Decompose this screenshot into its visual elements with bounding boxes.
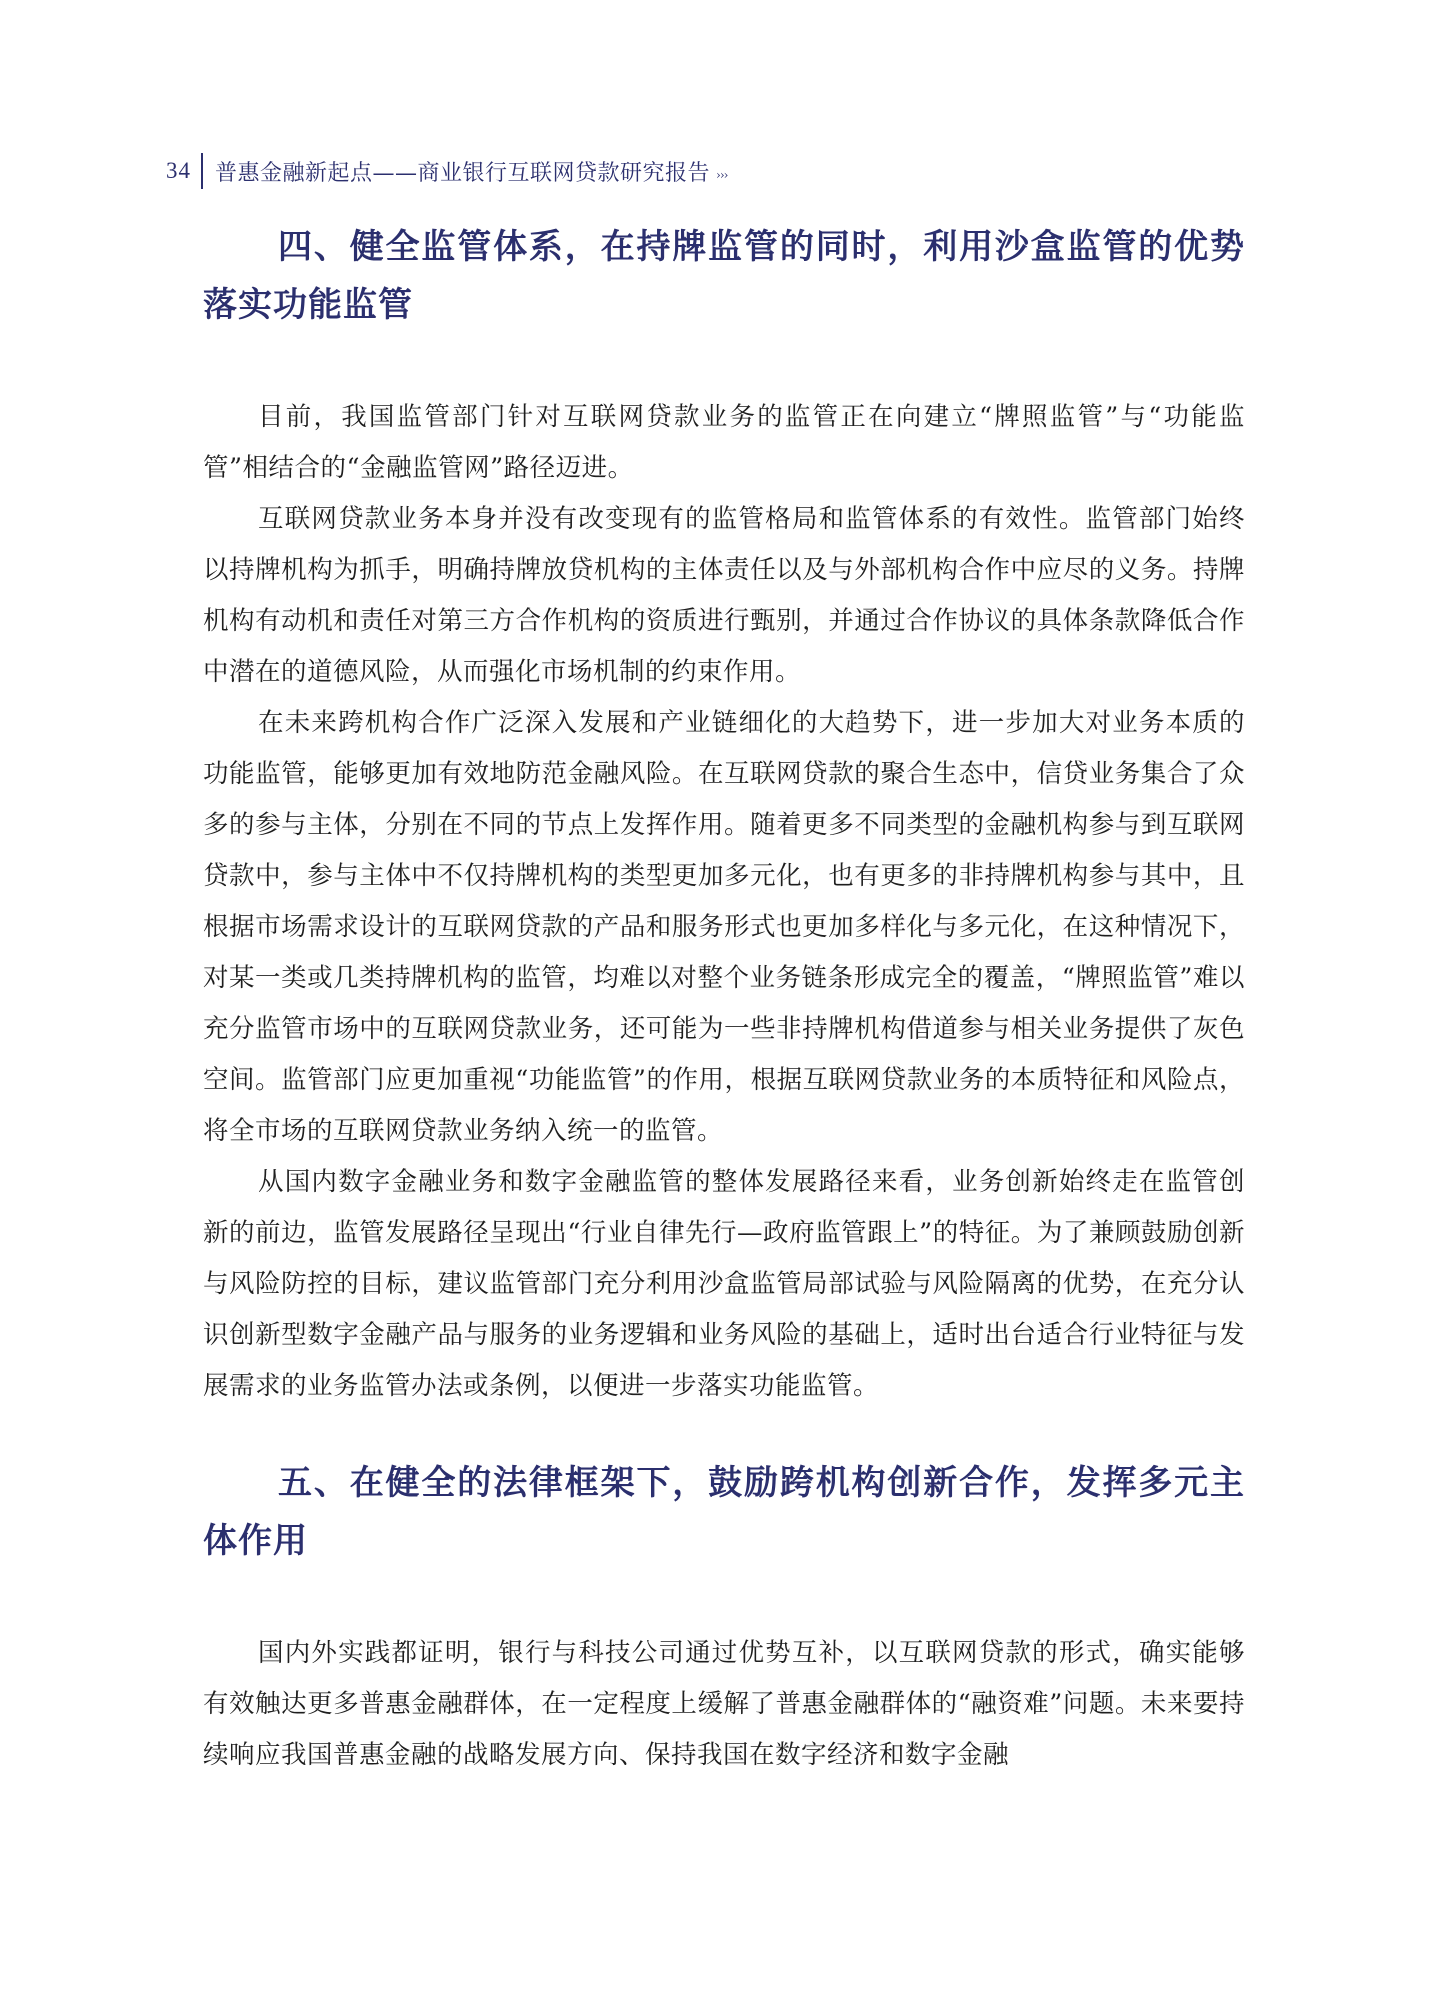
body-paragraph: 从国内数字金融业务和数字金融监管的整体发展路径来看，业务创新始终走在监管创新的前边，监管发展路径呈现出“行业自律先行—政府监管跟上”的特征。为了兼顾鼓励创新与风险防控的目标，建议监管部门充分利用沙盒监管局部试验与风险隔离的优势，在充分认识创新型数字金融产品与服务的业务逻辑和业务风险的基础上，适时出台适合行业特征与发展需求的业务监管办法或条例，以便进一步落实功能监管。: [203, 1167, 1245, 1401]
body-paragraph: 互联网贷款业务本身并没有改变现有的监管格局和监管体系的有效性。监管部门始终以持牌机构为抓手，明确持牌放贷机构的主体责任以及与外部机构合作中应尽的义务。持牌机构有动机和责任对第三方合作机构的资质进行甄别，并通过合作协议的具体条款降低合作中潜在的道德风险，从而强化市场机制的约束作用。: [203, 504, 1245, 687]
header-divider: [201, 153, 203, 189]
body-paragraph: 目前，我国监管部门针对互联网贷款业务的监管正在向建立“牌照监管”与“功能监管”相结合的“金融监管网”路径迈进。: [203, 402, 1245, 483]
section-heading-5: 五、在健全的法律框架下，鼓励跨机构创新合作，发挥多元主体作用: [203, 1463, 1245, 1561]
page-content: [203, 218, 1245, 1781]
spacer: [203, 1412, 1245, 1454]
running-title: 普惠金融新起点——商业银行互联网贷款研究报告: [215, 160, 711, 186]
running-header: [166, 151, 727, 191]
section-heading-4: 四、健全监管体系，在持牌监管的同时，利用沙盒监管的优势落实功能监管: [203, 227, 1245, 325]
spacer: [203, 1570, 1245, 1628]
chevron-right-icon: ›››: [716, 168, 728, 182]
page-number: 34: [166, 158, 191, 183]
body-paragraph: 国内外实践都证明，银行与科技公司通过优势互补，以互联网贷款的形式，确实能够有效触达更多普惠金融群体，在一定程度上缓解了普惠金融群体的“融资难”问题。未来要持续响应我国普惠金融的战略发展方向、保持我国在数字经济和数字金融: [203, 1638, 1245, 1770]
spacer: [203, 334, 1245, 392]
body-paragraph: 在未来跨机构合作广泛深入发展和产业链细化的大趋势下，进一步加大对业务本质的功能监管，能够更加有效地防范金融风险。在互联网贷款的聚合生态中，信贷业务集合了众多的参与主体，分别在不同的节点上发挥作用。随着更多不同类型的金融机构参与到互联网贷款中，参与主体中不仅持牌机构的类型更加多元化，也有更多的非持牌机构参与其中，且根据市场需求设计的互联网贷款的产品和服务形式也更加多样化与多元化，在这种情况下，对某一类或几类持牌机构的监管，均难以对整个业务链条形成完全的覆盖，“牌照监管”难以充分监管市场中的互联网贷款业务，还可能为一些非持牌机构借道参与相关业务提供了灰色空间。监管部门应更加重视“功能监管”的作用，根据互联网贷款业务的本质特征和风险点，将全市场的互联网贷款业务纳入统一的监管。: [203, 708, 1245, 1146]
